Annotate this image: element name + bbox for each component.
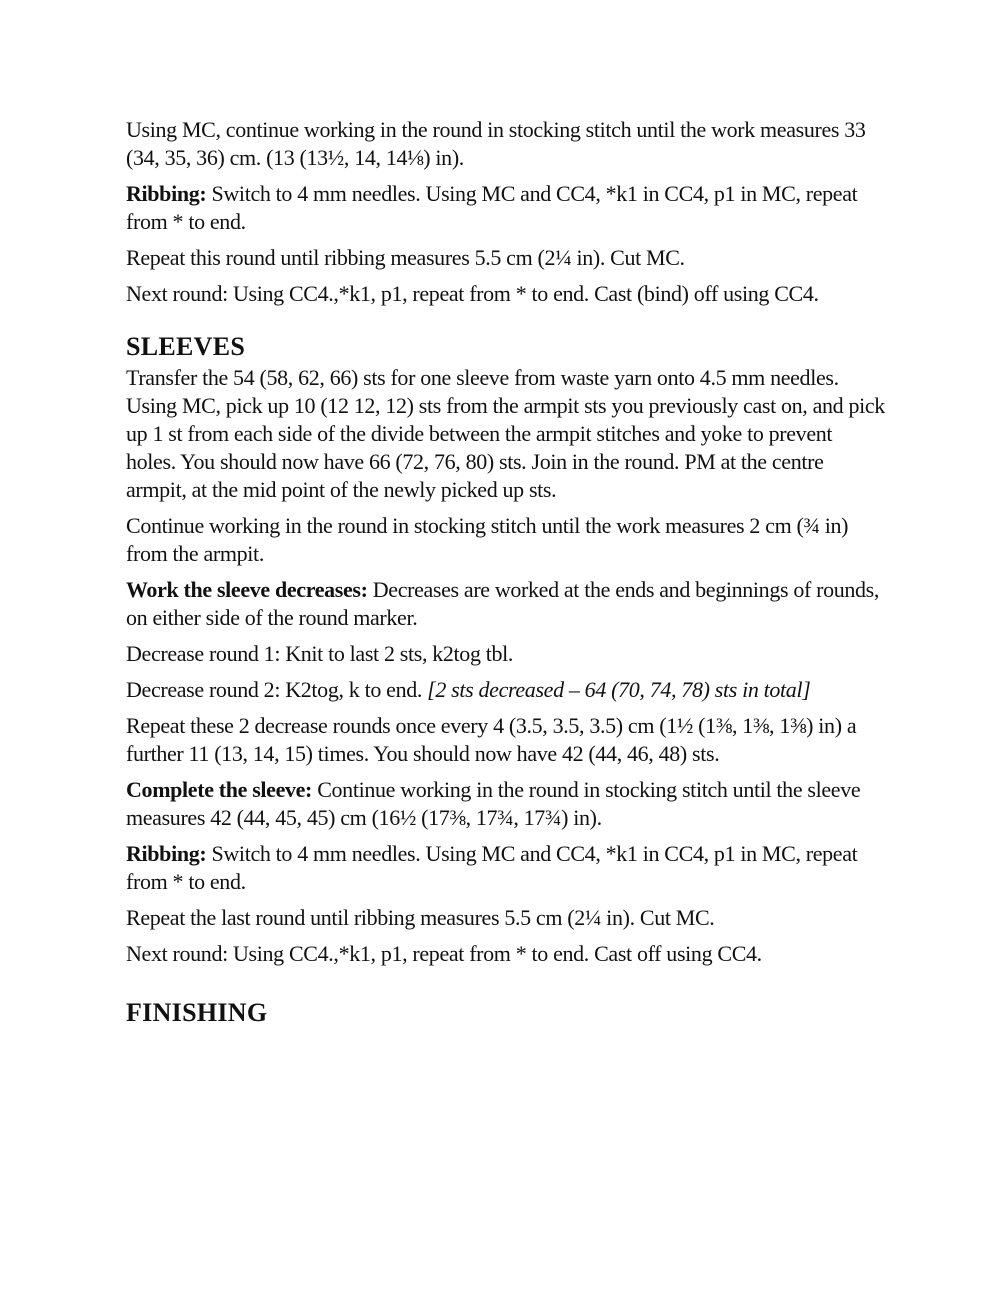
text: Repeat these 2 decrease rounds once every 4 (3.5, 3.5, 3.5) cm (1½ (1⅜, 1⅜, 1⅜) in) a further 11 (13, 14, 15) times. You should now have 42 (44, 46, 48) sts. [126,713,857,766]
text: Repeat this round until ribbing measures 5.5 cm (2¼ in). Cut MC. [126,245,685,270]
text: Continue working in the round in stocking stitch until the work measures 2 cm (¾ in) from the armpit. [126,513,849,566]
heading-finishing: FINISHING [126,998,268,1027]
bold-label-decreases: Work the sleeve decreases: [126,577,368,602]
text: Continue working in the round in stocking stitch until the sleeve measures 42 (44, 45, 45) cm (16½ (17⅜, 17¾, 17¾) in). [126,777,861,830]
paragraph-decrease-round-2 [126,676,886,704]
paragraph-sleeve-next-round [126,940,886,968]
text: Switch to 4 mm needles. Using MC and CC4, *k1 in CC4, p1 in MC, repeat from * to end. [126,181,858,234]
paragraph-body-ribbing [126,180,886,236]
text: Decrease round 1: Knit to last 2 sts, k2tog tbl. [126,641,514,666]
heading-sleeves: SLEEVES [126,332,246,361]
paragraph-sleeve-ribbing [126,840,886,896]
text: Next round: Using CC4.,*k1, p1, repeat from * to end. Cast (bind) off using CC4. [126,281,819,306]
paragraph-sleeves-decreases [126,576,886,632]
paragraph-body-next-round [126,280,886,308]
paragraph-body-continue [126,116,886,172]
paragraph-sleeve-repeat [126,904,886,932]
document-page [126,116,886,1028]
paragraph-decrease-round-1 [126,640,886,668]
text: Decrease round 2: K2tog, k to end. [126,677,428,702]
text: Switch to 4 mm needles. Using MC and CC4, *k1 in CC4, p1 in MC, repeat from * to end. [126,841,858,894]
text: Decreases are worked at the ends and beginnings of rounds, on either side of the round marker. [126,577,880,630]
paragraph-complete-sleeve [126,776,886,832]
bold-label-ribbing: Ribbing: [126,841,207,866]
italic-note: [2 sts decreased – 64 (70, 74, 78) sts in total] [427,677,811,702]
paragraph-sleeves-transfer [126,364,886,504]
paragraph-sleeves-continue [126,512,886,568]
paragraph-repeat-decreases [126,712,886,768]
bold-label-ribbing: Ribbing: [126,181,207,206]
bold-label-complete: Complete the sleeve: [126,777,313,802]
text: Repeat the last round until ribbing measures 5.5 cm (2¼ in). Cut MC. [126,905,715,930]
paragraph-body-repeat [126,244,886,272]
text: Using MC, continue working in the round in stocking stitch until the work measures 33 (34, 35, 36) cm. (13 (13½, 14, 14⅛) in). [126,117,866,170]
text: Transfer the 54 (58, 62, 66) sts for one sleeve from waste yarn onto 4.5 mm needles. Using MC, pick up 10 (12 12, 12) sts from the armpit sts you previously cast on, and pick up 1 st from each side of the divide between the armpit stitches and yoke to prevent holes. You should now have 66 (72, 76, 80) sts. Join in the round. PM at the centre armpit, at the mid point of the newly picked up sts. [126,365,885,502]
text: Next round: Using CC4.,*k1, p1, repeat from * to end. Cast off using CC4. [126,941,762,966]
